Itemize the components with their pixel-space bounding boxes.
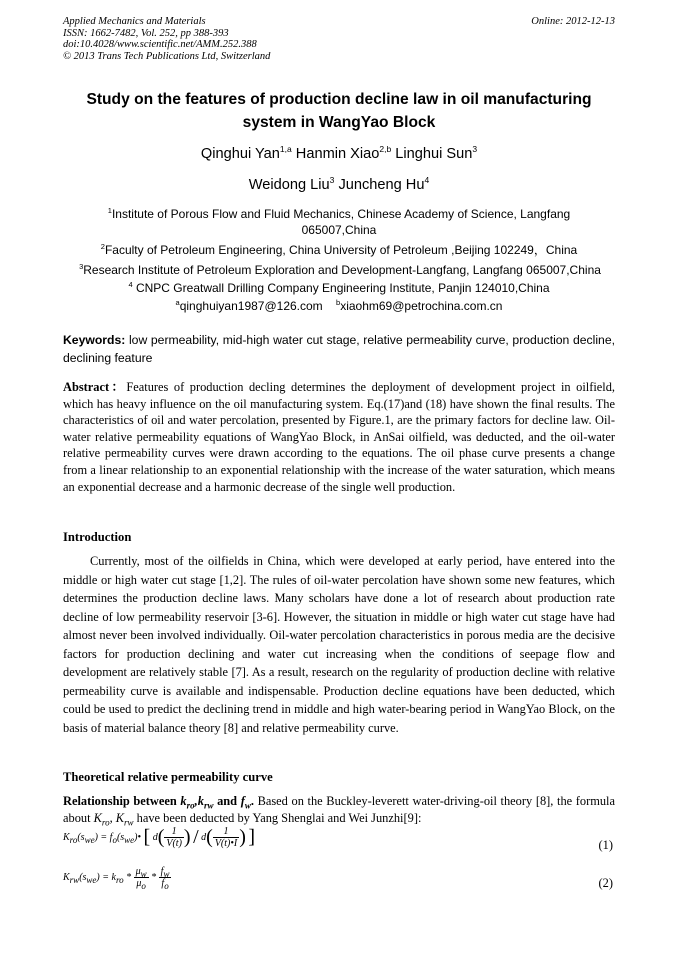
author-name: Weidong Liu xyxy=(248,177,330,193)
author-sup: 1,a xyxy=(279,144,292,154)
author-name: Juncheng Hu xyxy=(338,177,425,193)
copyright-line: © 2013 Trans Tech Publications Ltd, Switzerland xyxy=(63,50,271,62)
keywords xyxy=(63,331,615,367)
abstract xyxy=(63,379,615,495)
author-sup: 3 xyxy=(472,144,478,154)
relationship-label: Relationship between $k_{ro},k_{rw}$ and $f_w$. xyxy=(63,794,254,811)
relationship-text-b: have been deducted by Yang Shenglai and Wei Junzhi[9]: xyxy=(133,811,422,825)
affiliation-text: 065007,China xyxy=(301,223,377,237)
affiliation-3 xyxy=(60,262,620,278)
introduction-paragraph: Currently, most of the oilfields in China, which were developed at early period, have entered into the middle or high water cut stage [1,2]. The rules of oil-water percolation have shown some new features, which determines the production decline laws. Many scholars have done a lot of research about production rate decline of low permeability reservoir [3-6]. However, the situation in middle or high water cut stage have had almost never been involved individually. Oil-water percolation characteristics in porous media are the decisive factors for production declining and water cut increasing when the conditions of seepage flow and development are relatively stable [7]. As a result, research on the regularity of production decline with relative permeability curve is available and indispensable. Production decline equations have been deducted, which could be used to predict the declining trend in middle and high water-bearing period in WangYao Block, on the basis of material balance theory [8] and relative permeability curve. xyxy=(63,554,615,735)
affiliation-text: CNPC Greatwall Drilling Company Engineering Institute, Panjin 124010,China xyxy=(132,281,550,295)
author-sup: 4 xyxy=(424,175,430,185)
author-name: Qinghui Yan xyxy=(200,146,280,162)
affiliation-text: Institute of Porous Flow and Fluid Mechanics, Chinese Academy of Science, Langfang xyxy=(111,207,571,221)
journal-name: Applied Mechanics and Materials xyxy=(63,16,206,27)
affiliation-sup: 3 xyxy=(79,262,84,271)
online-date: Online: 2012-12-13 xyxy=(531,16,615,27)
affiliation-text: Research Institute of Petroleum Exploration and Development-Langfang, Langfang 065007,China xyxy=(83,263,601,277)
relationship-text-a: Based on the Buckley-leverett water-driving-oil theory [8], the formula about xyxy=(63,794,615,825)
equation-number: (2) xyxy=(598,876,613,890)
author-line-2 xyxy=(63,176,615,194)
affiliation-sup: 4 xyxy=(128,280,133,289)
author-name: Linghui Sun xyxy=(395,146,473,162)
abstract-label: Abstract： xyxy=(63,380,127,394)
equation-1: $K_{ro}(s_{we})$ = $f_o(s_{we})•$ [ d( $\frac{1}{V(t)}$ ) / d( $\frac{1}{V(t)•I}$ ) ] (1) xyxy=(63,826,613,852)
introduction-heading: Introduction xyxy=(63,530,132,544)
affiliation-text: Faculty of Petroleum Engineering, China University of Petroleum ,Beijing 102249，China xyxy=(104,243,578,257)
theory-heading: Theoretical relative permeability curve xyxy=(63,770,273,784)
affiliation-sup: 2 xyxy=(100,242,105,251)
equation-number: (1) xyxy=(598,838,613,852)
author-sup: 2,b xyxy=(379,144,392,154)
keywords-label: Keywords: xyxy=(63,333,126,347)
paper-title xyxy=(63,88,615,134)
email-link-b[interactable]: xiaohm69@petrochina.com.cn xyxy=(340,299,503,313)
author-line-1 xyxy=(63,145,615,163)
email-line xyxy=(63,298,615,314)
author-sup: 3 xyxy=(329,175,335,185)
affiliation-4 xyxy=(63,280,615,296)
title-line-1: Study on the features of production decline law in oil manufacturing xyxy=(86,91,592,108)
email-sup: a xyxy=(175,298,180,307)
issn-line: ISSN: 1662-7482, Vol. 252, pp 388-393 xyxy=(63,27,229,39)
doi-line: doi:10.4028/www.scientific.net/AMM.252.388 xyxy=(63,39,257,51)
relationship-paragraph: Relationship between $k_{ro},k_{rw}$ and $f_w$. Based on the Buckley-leverett water-driving-oil theory [8], the formula about $K_{ro}$, $K_{rw}$ have been deducted by Yang Shenglai and Wei Junzhi[9]: xyxy=(63,794,615,828)
abstract-text: Features of production decling determines the deployment of development project in oilfield, which has heavy influence on the oil manufacturing system. Eq.(17)and (18) have shown the final results. The characteristics of oil and water percolation, presented by Figure.1, are the primary factors for decline law. Oil-water relative permeability equations of WangYao Block, in AnSai oilfield, was deducted, and the oil-water relative permeability curves were drawn according to the equations. The oil phase curve presents a change from a linear relationship to an exponential relationship with the increase of the water saturation, which means an exponential decrease and a harmonic decrease of the single well production. xyxy=(63,380,616,494)
email-sup: b xyxy=(336,298,341,307)
journal-header xyxy=(63,16,615,62)
equation-2: $K_{rw}(s_{we}) = k_{ro}$ * $\frac{\mu_w}{\mu_o}$ * $\frac{f_w}{f_o}$ (2) xyxy=(63,866,613,891)
email-link-a[interactable]: qinghuiyan1987@126.com xyxy=(179,299,323,313)
affiliation-1 xyxy=(63,206,615,238)
affiliation-2 xyxy=(63,242,615,258)
keywords-text: low permeability, mid-high water cut stage, relative permeability curve, production decline, declining feature xyxy=(63,333,615,365)
affiliation-sup: 1 xyxy=(107,206,112,215)
author-name: Hanmin Xiao xyxy=(295,146,380,162)
title-line-2: system in WangYao Block xyxy=(242,114,436,131)
